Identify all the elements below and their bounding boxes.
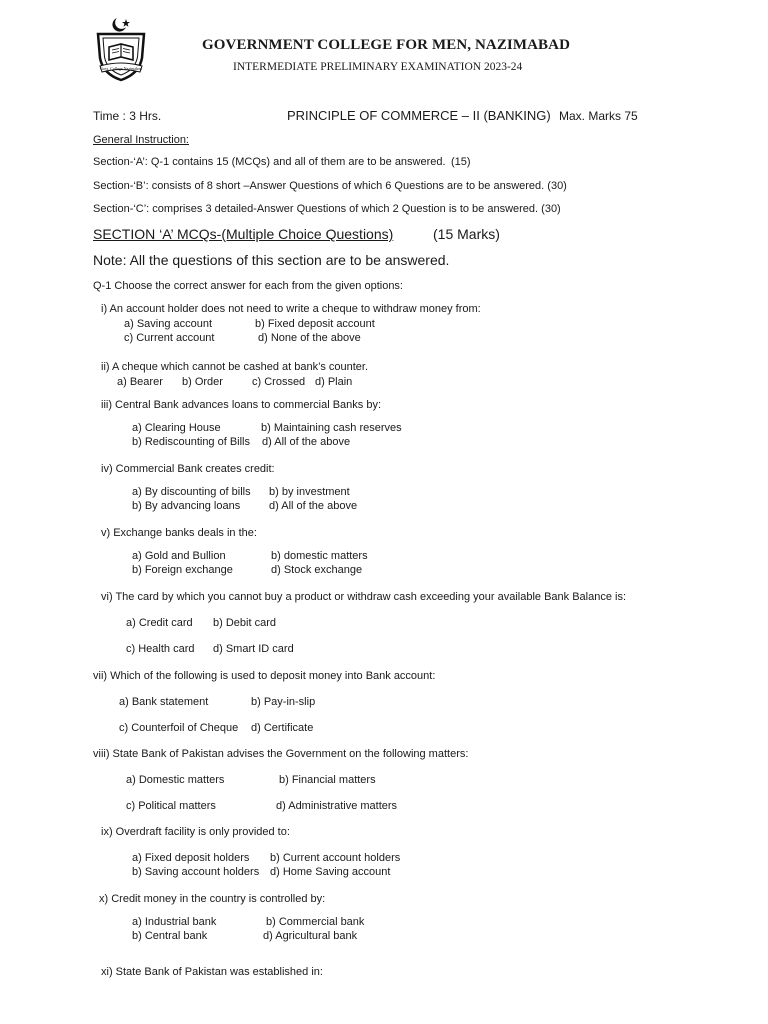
- option: b) Maintaining cash reserves: [261, 422, 402, 434]
- option: c) Current account: [124, 332, 215, 344]
- instruction-section-c: Section-‘C’: comprises 3 detailed-Answer Questions of which 2 Question is to be answered. (30): [93, 203, 561, 215]
- option: d) Agricultural bank: [263, 930, 358, 942]
- option: a) Saving account: [124, 318, 213, 330]
- option: b) Fixed deposit account: [255, 318, 375, 330]
- exam-title: INTERMEDIATE PRELIMINARY EXAMINATION 2023-24: [233, 61, 523, 73]
- option: b) Debit card: [213, 617, 276, 629]
- option: b) by investment: [269, 486, 350, 498]
- option: b) Current account holders: [270, 852, 401, 864]
- instruction-section-a-marks: (15): [451, 156, 471, 168]
- question-ix: ix) Overdraft facility is only provided to:: [101, 826, 290, 838]
- option: d) Stock exchange: [271, 564, 363, 576]
- svg-text:Govt. College Nazimabad: Govt. College Nazimabad: [100, 66, 142, 71]
- option: c) Political matters: [126, 800, 216, 812]
- question-ii: ii) A cheque which cannot be cashed at bank’s counter.: [101, 361, 369, 373]
- option: a) Bank statement: [119, 696, 209, 708]
- instructions-heading: General Instruction:: [93, 134, 189, 146]
- option: a) Industrial bank: [132, 916, 217, 928]
- question-iv: iv) Commercial Bank creates credit:: [101, 463, 275, 475]
- option: b) Order: [182, 376, 223, 388]
- option: b) Central bank: [132, 930, 208, 942]
- option: a) Gold and Bullion: [132, 550, 226, 562]
- option: b) Commercial bank: [266, 916, 365, 928]
- subject-title: PRINCIPLE OF COMMERCE – II (BANKING): [287, 108, 551, 123]
- college-crest-logo: [92, 14, 150, 86]
- option: b) By advancing loans: [132, 500, 241, 512]
- question-viii: viii) State Bank of Pakistan advises the Government on the following matters:: [93, 748, 469, 760]
- option: c) Health card: [126, 643, 195, 655]
- question-v: v) Exchange banks deals in the:: [101, 527, 257, 539]
- option: b) Rediscounting of Bills: [132, 436, 251, 448]
- option: b) Pay-in-slip: [251, 696, 316, 708]
- question-x: x) Credit money in the country is controlled by:: [99, 893, 326, 905]
- question-iii: iii) Central Bank advances loans to commercial Banks by:: [101, 399, 382, 411]
- section-a-marks: (15 Marks): [433, 226, 500, 242]
- question-vii: vii) Which of the following is used to deposit money into Bank account:: [93, 670, 436, 682]
- option: a) Credit card: [126, 617, 193, 629]
- college-name: GOVERNMENT COLLEGE FOR MEN, NAZIMABAD: [202, 37, 571, 53]
- instruction-section-a: Section-‘A’: Q-1 contains 15 (MCQs) and all of them are to be answered.: [93, 156, 446, 168]
- section-a-note: Note: All the questions of this section are to be answered.: [93, 252, 450, 268]
- section-a-heading: SECTION ‘A’ MCQs-(Multiple Choice Questions): [93, 226, 394, 242]
- exam-time: Time : 3 Hrs.: [93, 109, 162, 123]
- option: d) Home Saving account: [270, 866, 391, 878]
- option: a) Domestic matters: [126, 774, 225, 786]
- option: d) Administrative matters: [276, 800, 398, 812]
- option: b) Financial matters: [279, 774, 376, 786]
- instruction-section-b: Section-‘B’: consists of 8 short –Answer Questions of which 6 Questions are to be answered. (30): [93, 180, 567, 192]
- option: c) Crossed: [252, 376, 306, 388]
- option: b) Foreign exchange: [132, 564, 233, 576]
- option: b) domestic matters: [271, 550, 368, 562]
- option: d) Certificate: [251, 722, 314, 734]
- option: c) Counterfoil of Cheque: [119, 722, 239, 734]
- option: d) Plain: [315, 376, 353, 388]
- option: a) Clearing House: [132, 422, 221, 434]
- question-1-instruction: Q-1 Choose the correct answer for each from the given options:: [93, 280, 403, 292]
- option: a) By discounting of bills: [132, 486, 251, 498]
- question-vi: vi) The card by which you cannot buy a product or withdraw cash exceeding your available Bank Balance is:: [101, 591, 627, 603]
- question-xi: xi) State Bank of Pakistan was established in:: [101, 966, 323, 978]
- option: b) Saving account holders: [132, 866, 260, 878]
- max-marks: Max. Marks 75: [559, 109, 638, 123]
- option: d) None of the above: [258, 332, 361, 344]
- question-i: i) An account holder does not need to write a cheque to withdraw money from:: [101, 303, 481, 315]
- option: a) Fixed deposit holders: [132, 852, 250, 864]
- option: d) All of the above: [269, 500, 358, 512]
- option: a) Bearer: [117, 376, 163, 388]
- option: d) Smart ID card: [213, 643, 294, 655]
- option: d) All of the above: [262, 436, 351, 448]
